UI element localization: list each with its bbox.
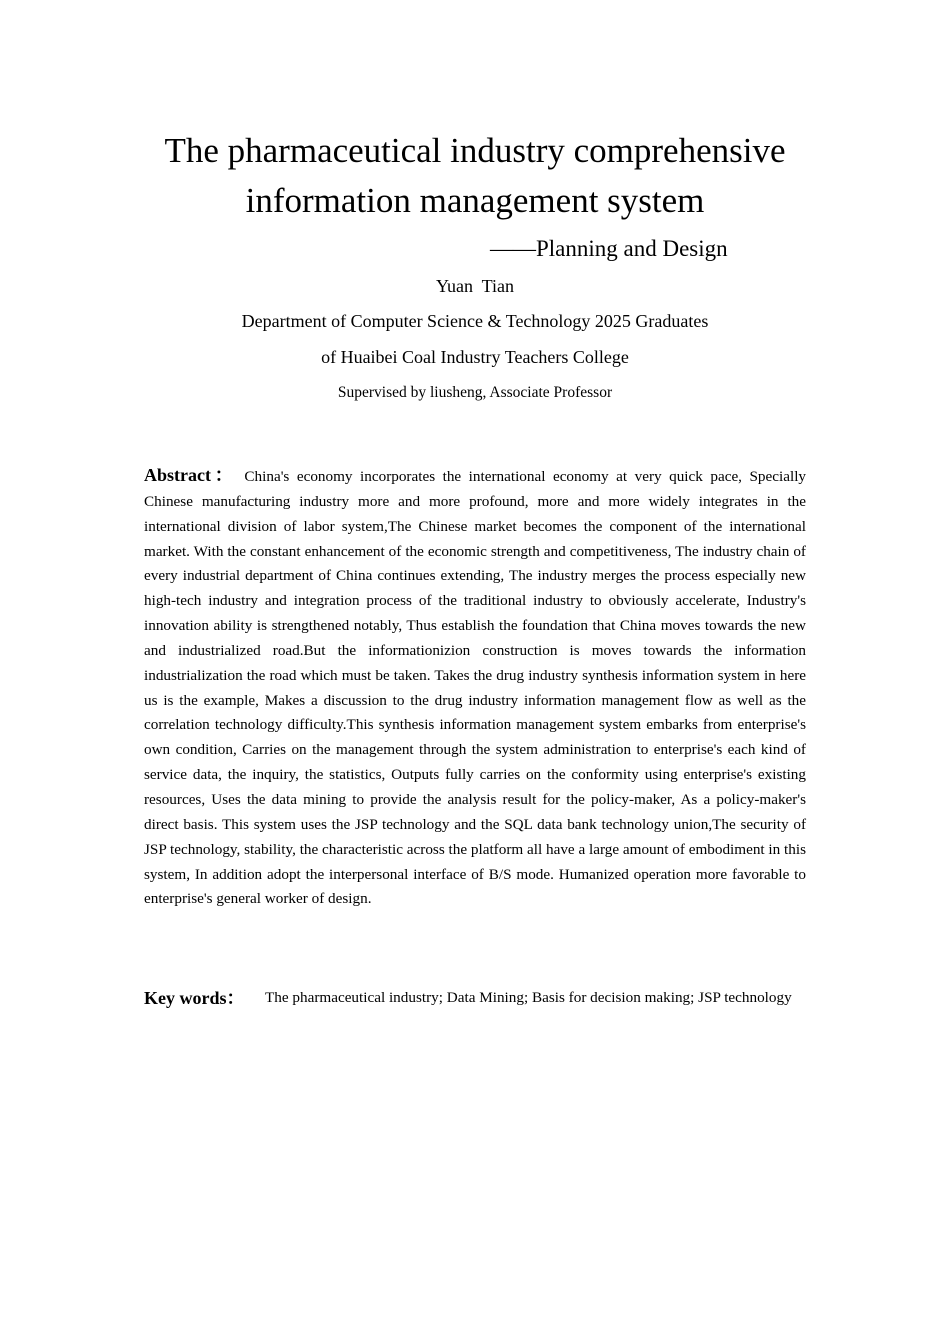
abstract-label: Abstract： — [144, 465, 237, 485]
supervisor-line: Supervised by liusheng, Associate Professor — [337, 384, 613, 401]
abstract-text: China's economy incorporates the international economy at very quick pace, Specially Chinese manufacturing industry more and more profound, more and more widely integrates in the international division of labor system,The Chinese market becomes the component of the international market. With the constant enhancement of the economic strength and competitiveness, The industry chain of every industrial department of China continues extending, The industry merges the process especially new high-tech industry and integration process of the traditional industry to obviously accelerate, Industry's innovation ability is strengthened notably, Thus establish the foundation that China moves towards the new and industrialized road.But the informationizion construction is moves towards the information industrialization the road which must be taken. Takes the drug industry synthesis information system in here us is the example, Makes a discussion to the drug industry information management flow as well as the correlation technology difficulty.This synthesis information management system embarks from enterprise's own condition, Carries on the management through the system administration to enterprise's each kind of service data, the inquiry, the statistics, Outputs fully carries on the conformity using enterprise's existing resources, Uses the data mining to provide the analysis result for the policy-maker, As a policy-maker's direct basis. This system uses the JSP technology and the SQL data bank technology union,The security of JSP technology, stability, the characteristic across the platform all have a large amount of embodiment in this system, In addition adopt the interpersonal interface of B/S mode. Humanized operation more favorable to enterprise's general worker of design. — [144, 468, 807, 908]
keywords-label: Key words： — [144, 988, 245, 1008]
title-line-2: information management system — [245, 181, 705, 220]
paper-subtitle: ——Planning and Design — [490, 236, 728, 261]
title-line-1: The pharmaceutical industry comprehensive — [164, 131, 786, 170]
abstract-section — [144, 463, 806, 912]
author-college: of Huaibei Coal Industry Teachers College — [321, 347, 629, 367]
author-name: Yuan Tian — [435, 276, 515, 296]
keywords-text: The pharmaceutical industry; Data Mining; Basis for decision making; JSP technology — [265, 989, 792, 1006]
keywords-section — [144, 986, 806, 1011]
paper-title — [0, 126, 950, 226]
author-department: Department of Computer Science & Technology 2025 Graduates — [241, 311, 709, 331]
